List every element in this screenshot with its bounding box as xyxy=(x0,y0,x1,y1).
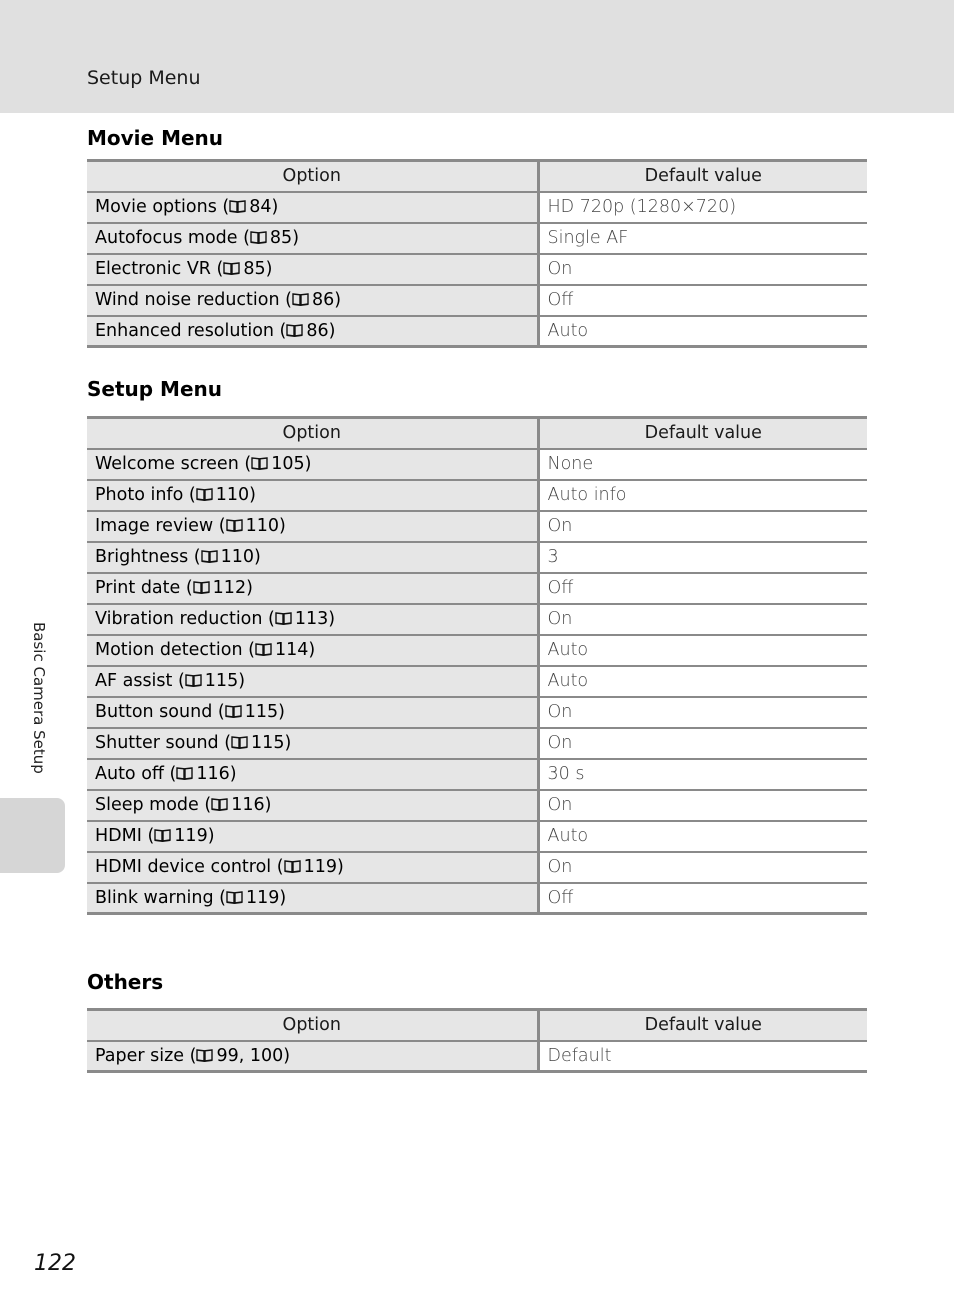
page-reference: 113) xyxy=(294,609,336,629)
default-value-cell: Auto xyxy=(538,821,867,852)
page-reference: 115) xyxy=(204,671,246,691)
option-cell xyxy=(87,316,538,347)
option-cell xyxy=(87,254,538,285)
book-icon xyxy=(226,889,243,903)
option-label: Print date ( xyxy=(95,578,193,598)
default-value-cell: HD 720p (1280×720) xyxy=(538,192,867,223)
option-label: HDMI ( xyxy=(95,826,155,846)
default-value-cell: Auto info xyxy=(538,480,867,511)
book-icon xyxy=(284,858,301,872)
page-reference: 119) xyxy=(246,887,287,908)
table-row xyxy=(87,666,867,697)
book-icon xyxy=(275,610,292,624)
default-value-cell: Off xyxy=(538,883,867,914)
table-row xyxy=(87,790,867,821)
option-cell xyxy=(87,821,538,852)
book-icon xyxy=(286,322,303,336)
default-value-cell: On xyxy=(538,790,867,821)
page-reference: 119) xyxy=(303,857,344,877)
option-label: Photo info ( xyxy=(95,485,196,505)
default-value-cell: Auto xyxy=(538,635,867,666)
default-value-cell: On xyxy=(538,697,867,728)
option-cell xyxy=(87,852,538,883)
table-row xyxy=(87,542,867,573)
setup-menu-table xyxy=(87,416,867,915)
book-icon xyxy=(292,291,309,305)
book-icon xyxy=(231,734,248,748)
option-cell xyxy=(87,728,538,759)
side-tab xyxy=(0,798,65,873)
default-value-cell: Auto xyxy=(538,666,867,697)
option-cell xyxy=(87,635,538,666)
page-reference: 116) xyxy=(196,764,237,784)
option-cell xyxy=(87,511,538,542)
default-value-cell: None xyxy=(538,449,867,480)
page-reference: 84) xyxy=(249,197,279,217)
side-label: Basic Camera Setup xyxy=(30,622,48,774)
table-row xyxy=(87,573,867,604)
page-reference: 85) xyxy=(269,228,300,248)
option-label: Wind noise reduction ( xyxy=(95,290,292,310)
default-value-cell: Single AF xyxy=(538,223,867,254)
book-icon xyxy=(223,260,240,274)
header-title: Setup Menu xyxy=(87,67,201,89)
others-table xyxy=(87,1008,867,1073)
page-reference: 116) xyxy=(231,795,272,815)
option-label: Autofocus mode ( xyxy=(95,228,250,248)
table-row xyxy=(87,821,867,852)
option-label: Vibration reduction ( xyxy=(95,609,275,629)
option-cell xyxy=(87,697,538,728)
option-label: HDMI device control ( xyxy=(95,857,284,877)
option-label: Blink warning ( xyxy=(95,887,226,908)
table-row xyxy=(87,883,867,914)
column-header-default-value: Default value xyxy=(538,161,867,192)
option-label: Paper size ( xyxy=(95,1045,197,1066)
default-value-cell: Auto xyxy=(538,316,867,347)
book-icon xyxy=(154,827,171,841)
option-label: Enhanced resolution ( xyxy=(95,320,287,341)
option-label: Motion detection ( xyxy=(95,640,255,660)
table-row xyxy=(87,316,867,347)
option-label: Brightness ( xyxy=(95,547,201,567)
column-header-option: Option xyxy=(87,418,538,449)
section-title-movie-menu: Movie Menu xyxy=(87,126,224,150)
column-header-default-value: Default value xyxy=(538,418,867,449)
table-row xyxy=(87,697,867,728)
default-value-cell: Default xyxy=(538,1041,867,1072)
page-header xyxy=(0,0,954,113)
option-label: Welcome screen ( xyxy=(95,454,252,474)
default-value-cell: 30 s xyxy=(538,759,867,790)
book-icon xyxy=(211,796,228,810)
table-row xyxy=(87,480,867,511)
option-label: AF assist ( xyxy=(95,671,185,691)
table-row xyxy=(87,285,867,316)
table-row xyxy=(87,254,867,285)
page-reference: 114) xyxy=(274,640,316,660)
column-header-option: Option xyxy=(87,1010,538,1041)
page-reference: 85) xyxy=(243,259,273,279)
page-reference: 115) xyxy=(244,702,285,722)
book-icon xyxy=(185,672,202,686)
table-row xyxy=(87,852,867,883)
default-value-cell: Off xyxy=(538,285,867,316)
option-label: Auto off ( xyxy=(95,764,177,784)
default-value-cell: Off xyxy=(538,573,867,604)
page-reference: 105) xyxy=(271,454,312,474)
page-reference: 119) xyxy=(174,826,215,846)
book-icon xyxy=(176,765,193,779)
option-cell xyxy=(87,573,538,604)
table-row xyxy=(87,728,867,759)
book-icon xyxy=(251,455,268,469)
column-header-option: Option xyxy=(87,161,538,192)
page-number: 122 xyxy=(34,1251,76,1276)
table-row xyxy=(87,192,867,223)
table-header-row xyxy=(87,418,867,449)
option-cell xyxy=(87,192,538,223)
default-value-cell: On xyxy=(538,728,867,759)
page-reference: 110) xyxy=(245,516,286,536)
section-title-others: Others xyxy=(87,970,164,994)
option-cell xyxy=(87,666,538,697)
option-label: Sleep mode ( xyxy=(95,795,212,815)
page-reference: 110) xyxy=(220,547,261,567)
page-reference: 112) xyxy=(212,578,253,598)
option-label: Button sound ( xyxy=(95,702,225,722)
default-value-cell: On xyxy=(538,852,867,883)
column-header-default-value: Default value xyxy=(538,1010,867,1041)
page-reference: 110) xyxy=(215,485,256,505)
option-cell xyxy=(87,480,538,511)
book-icon xyxy=(193,579,210,593)
book-icon xyxy=(225,703,242,717)
default-value-cell: On xyxy=(538,254,867,285)
table-row xyxy=(87,223,867,254)
movie-menu-table xyxy=(87,159,867,348)
book-icon xyxy=(250,229,267,243)
book-icon xyxy=(196,1047,213,1061)
table-header-row xyxy=(87,1010,867,1041)
book-icon xyxy=(196,486,213,500)
page-reference: 86) xyxy=(306,320,336,341)
page-reference: 99, 100) xyxy=(216,1045,291,1066)
option-cell xyxy=(87,759,538,790)
option-label: Shutter sound ( xyxy=(95,733,232,753)
option-cell xyxy=(87,1041,538,1072)
table-row xyxy=(87,635,867,666)
default-value-cell: On xyxy=(538,511,867,542)
table-header-row xyxy=(87,161,867,192)
table-row xyxy=(87,1041,867,1072)
book-icon xyxy=(226,517,243,531)
option-cell xyxy=(87,790,538,821)
table-row xyxy=(87,449,867,480)
option-label: Movie options ( xyxy=(95,197,230,217)
book-icon xyxy=(229,198,246,212)
book-icon xyxy=(255,641,272,655)
option-cell xyxy=(87,449,538,480)
option-cell xyxy=(87,285,538,316)
default-value-cell: On xyxy=(538,604,867,635)
option-label: Electronic VR ( xyxy=(95,259,224,279)
table-row xyxy=(87,511,867,542)
table-row xyxy=(87,604,867,635)
section-title-setup-menu: Setup Menu xyxy=(87,377,222,401)
option-cell xyxy=(87,604,538,635)
table-row xyxy=(87,759,867,790)
option-cell xyxy=(87,223,538,254)
page-reference: 115) xyxy=(251,733,292,753)
book-icon xyxy=(201,548,218,562)
option-cell xyxy=(87,542,538,573)
page-reference: 86) xyxy=(311,290,342,310)
default-value-cell: 3 xyxy=(538,542,867,573)
option-label: Image review ( xyxy=(95,516,226,536)
option-cell xyxy=(87,883,538,914)
